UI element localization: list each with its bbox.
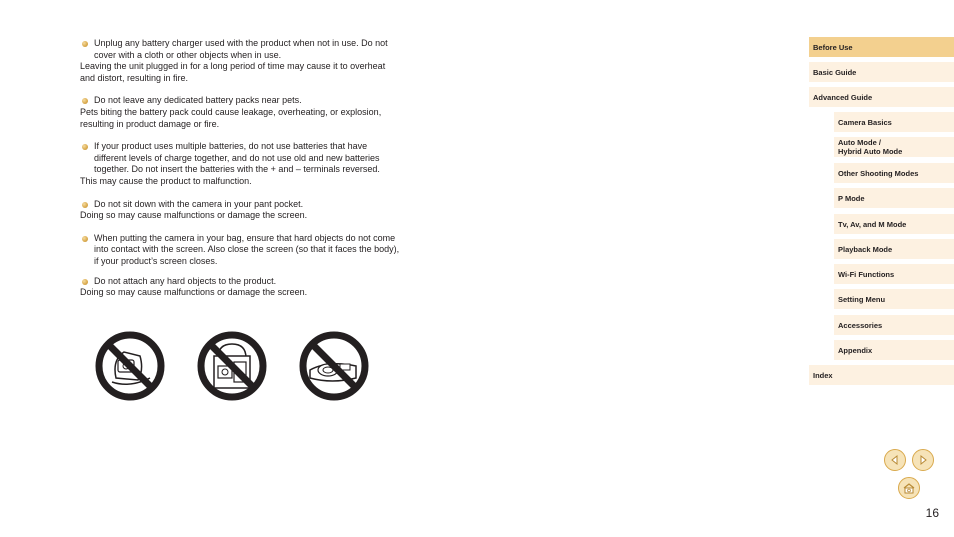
- sidebar-item-camera-basics[interactable]: Camera Basics: [834, 112, 954, 132]
- caution-list: [80, 38, 400, 310]
- sidebar-item-p-mode[interactable]: P Mode: [834, 188, 954, 208]
- sidebar-item-before-use[interactable]: Before Use: [809, 37, 954, 57]
- sidebar-item-playback-mode[interactable]: Playback Mode: [834, 239, 954, 259]
- sidebar-item-wifi-functions[interactable]: Wi-Fi Functions: [834, 264, 954, 284]
- prev-page-button[interactable]: [884, 449, 906, 471]
- caution-text: Do not sit down with the camera in your pant pocket.: [94, 198, 304, 209]
- prohibited-hard-object-icon: [298, 330, 370, 402]
- no-bag-illustration: [196, 330, 268, 402]
- no-pocket-illustration: [94, 330, 166, 402]
- prohibited-camera-in-bag-icon: [196, 330, 268, 402]
- caution-explanation: Doing so may cause malfunctions or damage the screen.: [80, 287, 308, 298]
- sidebar-item-other-shooting-modes[interactable]: Other Shooting Modes: [834, 163, 954, 183]
- next-page-button[interactable]: [912, 449, 934, 471]
- sidebar-item-index[interactable]: Index: [809, 365, 954, 385]
- caution-explanation: Pets biting the battery pack could cause leakage, overheating, or explosion, resulting in product damage or fire.: [80, 106, 382, 129]
- bullet-icon: [82, 144, 88, 150]
- caution-text: Unplug any battery charger used with the product when not in use. Do not cover with a cloth or other objects when in use.: [94, 38, 388, 60]
- caution-explanation: This may cause the product to malfunction.: [80, 175, 252, 186]
- caution-item: [80, 276, 400, 299]
- caution-item: [80, 199, 400, 222]
- sidebar-item-advanced-guide[interactable]: Advanced Guide: [809, 87, 954, 107]
- bullet-icon: [82, 202, 88, 208]
- sidebar-item-tv-av-m-mode[interactable]: Tv, Av, and M Mode: [834, 214, 954, 234]
- caution-item: [80, 38, 400, 84]
- caution-text: Do not leave any dedicated battery packs near pets.: [94, 95, 302, 106]
- sidebar-item-basic-guide[interactable]: Basic Guide: [809, 62, 954, 82]
- bullet-icon: [82, 41, 88, 47]
- prohibited-camera-in-pocket-icon: [94, 330, 166, 402]
- arrow-left-icon: [889, 454, 901, 466]
- bullet-icon: [82, 98, 88, 104]
- arrow-right-icon: [917, 454, 929, 466]
- sidebar-item-appendix[interactable]: Appendix: [834, 340, 954, 360]
- caution-text: Do not attach any hard objects to the product.: [94, 275, 277, 286]
- sidebar-item-setting-menu[interactable]: Setting Menu: [834, 289, 954, 309]
- home-button[interactable]: [898, 477, 920, 499]
- caution-text: If your product uses multiple batteries, do not use batteries that have different levels of charge together, and do not use old and new batteries together. Do not insert the batteries with the + and – terminals reversed.: [94, 141, 380, 175]
- caution-item: [80, 95, 400, 130]
- caution-explanation: Leaving the unit plugged in for a long period of time may cause it to overheat and distort, resulting in fire.: [80, 61, 386, 83]
- caution-item: [80, 233, 400, 268]
- bullet-icon: [82, 236, 88, 242]
- caution-item: [80, 141, 400, 187]
- sidebar-item-accessories[interactable]: Accessories: [834, 315, 954, 335]
- no-hard-objects-illustration: [298, 330, 370, 402]
- caution-text: When putting the camera in your bag, ensure that hard objects do not come into contact with the screen. Also close the screen (so that it faces the body), if your product’s screen closes.: [94, 232, 400, 266]
- page-number: 16: [925, 506, 939, 520]
- bullet-icon: [82, 279, 88, 285]
- sidebar-item-auto-mode[interactable]: Auto Mode / Hybrid Auto Mode: [834, 137, 954, 157]
- home-icon: [902, 482, 916, 494]
- caution-explanation: Doing so may cause malfunctions or damage the screen.: [80, 210, 308, 221]
